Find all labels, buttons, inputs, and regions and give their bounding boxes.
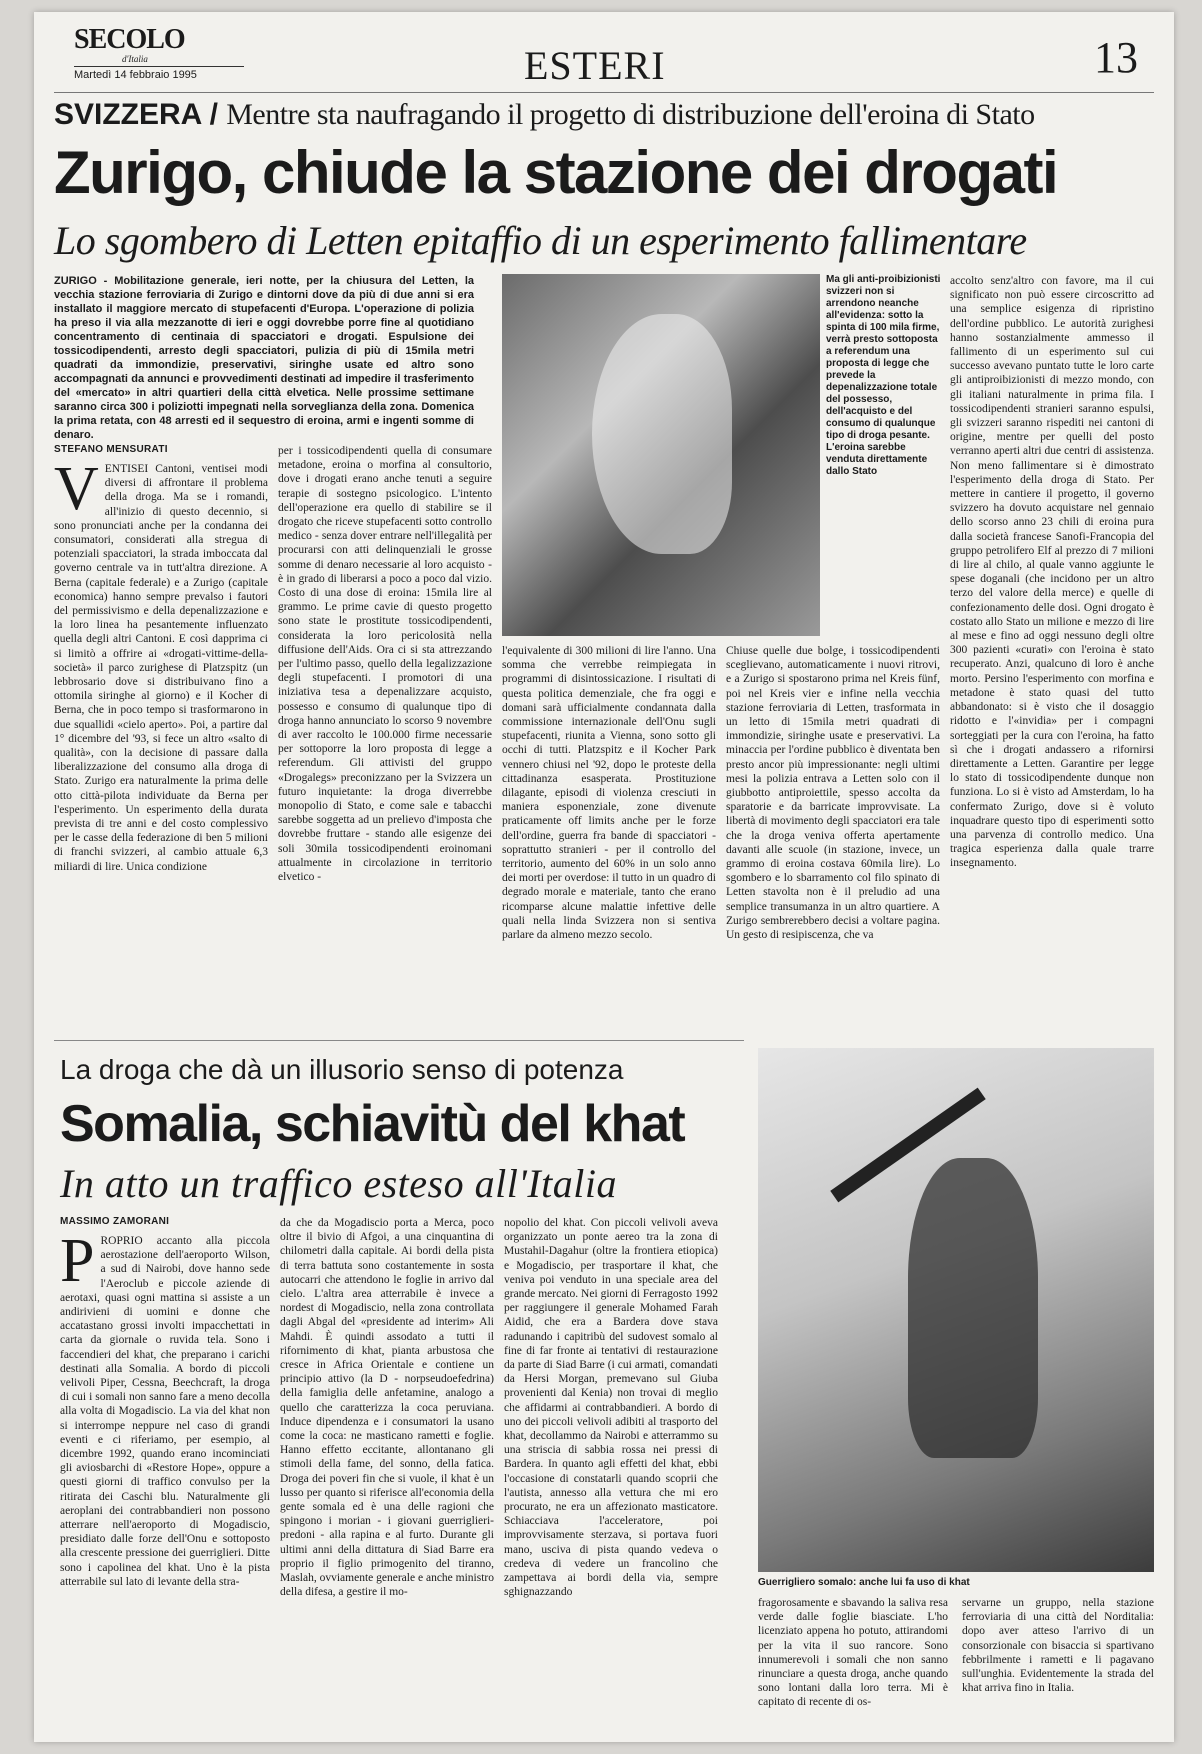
article1-column-4-text: Chiuse quelle due bolge, i tossicodipendenti sceglievano, automaticamente i nuovi ritrovi, e a Zurigo si spostarono prima nel Kreis fünf, poi nel Kreis vier e infine nella vecchia stazione ferroviaria di Letten, trasformata in un letto di 15mila metri quadrati di immondizie, siringhe usate e preservativi. La minaccia per l'ordine pubblico è diventata ben presto ancor più impressionante: negli ultimi mesi la polizia entrava a Letten solo con il giubbotto antiproiettile, spesso accolta da sparatorie e da barricate improvvisate. La libertà di movimento degli spacciatori era tale che la droga veniva offerta apertamente davanti alle scuole (in stazione, invece, un grammo di eroina costava 60mila lire). Lo sgombero e lo sbarramento col filo spinato di Letten stavolta non è il preludio ad una semplice transumanza in un altro quartiere. A Zurigo sembrerebbero decisi a voltare pagina. Un gesto di resipiscenza, che va	[726, 645, 940, 942]
article1-kicker-text: Mentre sta naufragando il progetto di distribuzione dell'eroina di Stato	[226, 98, 1035, 131]
article-divider	[54, 1040, 744, 1041]
article2-kicker: La droga che dà un illusorio senso di potenza	[60, 1054, 624, 1085]
article1-column-5	[950, 274, 1154, 1012]
somali-guerrilla-photo	[758, 1048, 1154, 1572]
article2-column-5	[962, 1596, 1154, 1734]
article1-kicker	[54, 98, 1154, 132]
page-number: 13	[1094, 33, 1138, 82]
article2-photo-caption: Guerrigliero somalo: anche lui fa uso di khat	[758, 1577, 970, 1588]
paper-subtitle: d'Italia	[122, 54, 148, 64]
drug-user-photo	[502, 274, 820, 636]
article2-dropcap: P	[60, 1234, 95, 1295]
article2-column-2	[280, 1216, 494, 1734]
article1-column-3	[502, 644, 716, 1012]
article1-column-2-text: per i tossicodipendenti quella di consumare metadone, eroina o morfina al consultorio, dove i drogati erano anche tenuti a seguire terapie di sostegno psicologico. L'intento dell'operazione era quello di stabilire se il drogato che riceve stupefacenti sotto controllo medico - senza dover entrare nell'illegalità per procurarsi con atti delinquenziali le grosse somme di denaro necessarie al loro acquisto - è in grado di liberarsi a poco a poco dal vizio. Costo di una dose di eroina: 15mila lire al grammo. Le prime cavie di questo progetto sono state le prostitute tossicodipendenti, considerata la loro pericolosità nella diffusione dell'Aids. Ora ci si sta attrezzando per l'ultimo passo, quello della legalizzazione degli stupefacenti. I promotori di una iniziativa tesa a depenalizzare acquisto, possesso e consumo di qualunque tipo di droga hanno annunciato lo scorso 9 novembre di aver raccolto le 100.000 firme necessarie per sottoporre la loro proposta di legge a referendum. Gli attivisti del gruppo «Drogalegs» preconizzano per la Svizzera un futuro inquietante: la droga diverrebbe monopolio di Stato, e come sale e tabacchi sarebbe soggetta ad un prelievo d'imposta che dovrebbe fruttare - stando alle esigenze dei soli 30mila tossicodipendenti eroinomani attualmente in circolazione in territorio elvetico -	[278, 445, 492, 884]
article1-column-4	[726, 644, 940, 1012]
article2-headline: Somalia, schiavitù del khat	[60, 1095, 685, 1153]
article2-column-4	[758, 1596, 948, 1734]
issue-date: Martedì 14 febbraio 1995	[74, 66, 244, 81]
article1-lead: ZURIGO - Mobilitazione generale, ieri notte, per la chiusura del Letten, la vecchia stazione ferroviaria di Zurigo e dintorni dove da più di due anni si era installato il maggiore mercato di stupefacenti d'Europa. L'operazione di polizia ha preso il via alla mezzanotte di ieri e oggi dovrebbe porre fine al quotidiano concentramento di centinaia di spacciatori e drogati. Espulsione dei tossicodipendenti, arresto degli spacciatori, pulizia di più di 15mila metri quadrati da immondizie, preservativi, siringhe usate ed altro sono accompagnati da annunci e provvedimenti destinati ad impedire il trasferimento del «mercato» in altri quartieri della città elvetica. Nelle prossime settimane saranno circa 300 i poliziotti impegnati nella sorveglianza della zona. Domenica la prima retata, con 48 arresti ed il sequestro di eroina, armi e ingenti somme di denaro.	[54, 275, 474, 441]
masthead	[54, 22, 1154, 93]
figure-silhouette	[908, 1158, 1038, 1458]
article2-column-3	[504, 1216, 718, 1734]
article2-column-4-text: fragorosamente e sbavando la saliva resa verde dalle foglie biasciate. L'ho licenziato appena ho potuto, attirandomi per la vita il suo rancore. Sono innumerevoli i somali che non sanno rinunciare a questa droga, anche quando sono lontani dalla loro terra. Mi è capitato di recente di os-	[758, 1597, 948, 1709]
article2-column-2-text: da che da Mogadiscio porta a Merca, poco oltre il bivio di Afgoi, a una cinquantina di chilometri dalla capitale. Ai bordi della pista di terra battuta sono costantemente in sosta autocarri che attendono le foglie in arrivo dal cielo. L'altra area atterrabile è invece a nordest di Mogadiscio, nella zona controllata dagli Abgal del «presidente ad interim» Ali Mahdi. È quindi assodato a tutti il rifornimento di khat, pianta arbustosa che cresce in Africa Orientale e contiene un principio attivo (la D - norpseudoefedrina) della famiglia delle anfetamine, analogo a quello che caratterizza la coca peruviana. Induce dipendenza e i consumatori la usano come la coca: ne masticano rametti e foglie. Hanno effetto eccitante, allontanano gli stimoli della fame, del sonno, della fatica. Droga dei poveri fin che si vuole, il khat è un lusso per quanto si riferisce all'economia della gente somala ed è una delle ragioni che spingono i morian - i giovani guerriglieri-predoni - alla rapina e al furto. Durante gli ultimi anni della dittatura di Siad Barre era proprio il figlio primogenito del tiranno, Maslah, ovviamente generale e anche ministro della difesa, a gestire il mo-	[280, 1217, 494, 1599]
newspaper-page	[34, 12, 1174, 1742]
article2-column-1-text: ROPRIO accanto alla piccola aerostazione dell'aeroporto Wilson, a sud di Nairobi, dove hanno sede l'Aeroclub e piccole aziende di aerotaxi, quasi ogni mattina si assiste a un andirivieni di uomini e donne che accatastano grossi involti impacchettati in carta da giornale o ruvida tela. Sono i faccendieri del khat, che preparano i carichi destinati alla Somalia. A bordo di piccoli velivoli Piper, Cessna, Beechcraft, la droga di cui i somali non sanno fare a meno decolla alla volta di Mogadiscio. La via del khat non si interrompe neppure nel caso di grandi eventi e ci riferiamo, per esempio, al dicembre 1992, quando erano incominciati gli aviosbarchi di «Restore Hope», oppure a questi giorni di traffico convulso per la ritirata dei Caschi blu. Naturalmente gli aeroplani dei contrabbandieri non possono atterrare nell'aeroporto di Mogadiscio, presidiato dalle forze dell'Onu e sottoposto alla crescente pressione dei guerriglieri. Ditte sono i capolinea del khat. Uno è la pista atterrabile sul lato di levante della stra-	[60, 1235, 270, 1588]
article1-column-1	[54, 462, 268, 1012]
article1-column-1-text: ENTISEI Cantoni, ventisei modi diversi di affrontare il problema della droga. Ma se i romandi, all'inizio di questo decennio, si sono pronunciati anche per la condanna dei consumatori, considerati alla stregua di potenziali spacciatori, la strada imboccata dal governo centrale va in tutt'altra direzione. A Berna (capitale federale) e a Zurigo (capitale economica) hanno sempre prevalso i fautori del permissivismo e della depenalizzazione e la loro linea ha pesantemente influenzato quella degli altri Cantoni. E così dapprima ci si limitò a offrire ai «drogati-vittime-della-società» il parco zurighese di Platzspitz (un lebbrosario dove si distribuivano fino a ottomila siringhe al giorno) e il Kocher di Berna, che in poco tempo si trasformarono in due squallidi «cielo aperto». Poi, a partire dal 1° dicembre del '93, si fece un altro «salto di qualità», con la decisione di passare dalla liberalizzazione del consumo alla droga di Stato. Zurigo era naturalmente la prima delle otto città-pilota individuate da Berna per l'esperimento. Un esperimento della durata prevista di tre anni e del costo complessivo per le casse della federazione di ben 5 milioni di franchi svizzeri, al cambio attuale 6,3 miliardi di lire. Unica condizione	[54, 463, 268, 873]
article1-column-5-text: accolto senz'altro con favore, ma il cui significato non può essere circoscritto ad una semplice esigenza di ripristino dell'ordine pubblico. Le autorità zurighesi hanno sostanzialmente ammesso il fallimento di un esperimento sul cui successo avevano puntato tutte le loro carte gli antiproibizionisti di mezzo mondo, con gli italiani naturalmente in prima fila. I tossicodipendenti stranieri saranno espulsi, gli svizzeri saranno rispediti nei cantoni di origine, mentre per quelli del posto verranno aperti altri due centri di assistenza. Non meno fallimentare si è dimostrato l'esperimento della droga di Stato. Per mettere in cantiere il progetto, il governo svizzero ha dovuto acquistare nel gennaio dello scorso anno 23 chili di eroina pura dalla società francese Sanofi-Francopia del gruppo petrolifero Elf al prezzo di 7 milioni di lire al chilo, al quale vanno aggiunte le spese doganali (che incidono per un altro terzo del valore della merce) e quelle di confezionamento delle dosi. Ogni drogato è costato allo Stato un milione e mezzo di lire al mese e fino ad oggi nessuno degli oltre 300 pazienti «curati» con l'eroina è stato recuperato. Anzi, qualcuno di loro è anche morto. Persino l'esperimento con morfina e metadone è stato quasi del tutto abbandonato: si è visto che il dosaggio ridotto e l'«invidia» per i compagni sorteggiati per la cura con l'eroina, ha fatto sì che i drogati andassero a rifornirsi direttamente a Letten. Garantire per legge lo stato di tossicodipendente dunque non funziona. Lo si è visto ad Amsterdam, lo ha confermato Zurigo, dove si è voluto inquadrare questo tipo di esperimenti sotto una parvenza di controllo medico. Una tragica esperienza dalla quale trarre insegnamento.	[950, 275, 1154, 870]
article2-column-3-text: nopolio del khat. Con piccoli velivoli aveva organizzato un ponte aereo tra la zona di Mustahil-Dagahur (oltre la frontiera etiopica) e Mogadiscio, per trasportare il khat, che veniva poi venduto in una speciale area del grande mercato. Nei giorni di Ferragosto 1992 per raggiungere il generale Mohamed Farah Aidid, che era a Bardera dove stava radunando i capitribù del sudovest somalo al fine di far fronte ai tentativi di restaurazione da parte di Siad Barre (i cui armati, comandati da Hersi Morgan, premevano sul Giuba provenienti dal Kenia) non trovai di meglio che affidarmi ai contrabbandieri. A bordo di uno dei piccoli velivoli adibiti al trasporto del khat, decollammo da Nairobi e atterrammo su una striscia di sabbia rossa nei pressi di Bardera. In quanto agli effetti del khat, ebbi l'occasione di constatarli quando scoprii che l'autista, annesso alla vettura che mi ero procurato, ne era un affezionato masticatore. Schiacciava l'acceleratore, poi improvvisamente sterzava, si portava fuori mano, usciva di pista quando vedeva o credeva di vedere un francolino che zampettava ai bordi della via, sempre sghignazzando	[504, 1217, 718, 1599]
article2-column-1	[60, 1234, 270, 1734]
paper-name: SECOLO	[74, 24, 185, 55]
section-title: ESTERI	[524, 43, 666, 88]
article2-subhead: In atto un traffico esteso all'Italia	[60, 1161, 618, 1206]
article1-kicker-tag: SVIZZERA /	[54, 98, 218, 131]
article1-column-2	[278, 444, 492, 1012]
article1-subhead: Lo sgombero di Letten epitaffio di un esperimento fallimentare	[54, 218, 1027, 263]
article2-byline: MASSIMO ZAMORANI	[60, 1216, 170, 1227]
article1-dropcap: V	[54, 462, 99, 523]
article2-column-5-text: servarne un gruppo, nella stazione ferroviaria di una città del Norditalia: dopo aver atteso l'arrivo di un consorzionale con bisaccia si spartivano febbrilmente i rametti e li pagavano sull'unghia. Evidentemente la strada del khat arriva fino in Italia.	[962, 1597, 1154, 1695]
article1-byline: STEFANO MENSURATI	[54, 444, 168, 455]
article1-headline: Zurigo, chiude la stazione dei drogati	[54, 139, 1058, 206]
article1-column-3-text: l'equivalente di 300 milioni di lire l'anno. Una somma che verrebbe reimpiegata in programmi di disintossicazione. I risultati di questa politica demenziale, che fra oggi e domani sarà ufficialmente condannata dalla commissione internazionale dell'Onu sugli stupefacenti, riunita a Vienna, sono sotto gli occhi di tutti. Platzspitz e il Kocher Park vennero chiusi nel '92, dopo le proteste della cittadinanza esasperata. Prostituzione dilagante, episodi di violenza cresciuti in maniera esponenziale, zone divenute praticamente off limits anche per le forze dell'ordine, guerra fra bande di spacciatori - soprattutto stranieri - per il controllo del territorio, aumento del 60% in un solo anno dei morti per overdose: il tutto in un quadro di degrado morale e materiale, tanto che erano ricomparse alcune malattie infettive delle quali nella linda Svizzera non si sentiva parlare da almeno mezzo secolo.	[502, 645, 716, 942]
photo-highlight	[592, 314, 732, 554]
article1-photo-caption: Ma gli anti-proibizionisti svizzeri non si arrendono neanche all'evidenza: sotto la spinta di 100 mila firme, verrà presto sottoposta a referendum una proposta di legge che prevede la depenalizzazione totale del possesso, dell'acquisto e del consumo di qualunque tipo di droga pesante. L'eroina sarebbe venduta direttamente dallo Stato	[826, 274, 941, 477]
